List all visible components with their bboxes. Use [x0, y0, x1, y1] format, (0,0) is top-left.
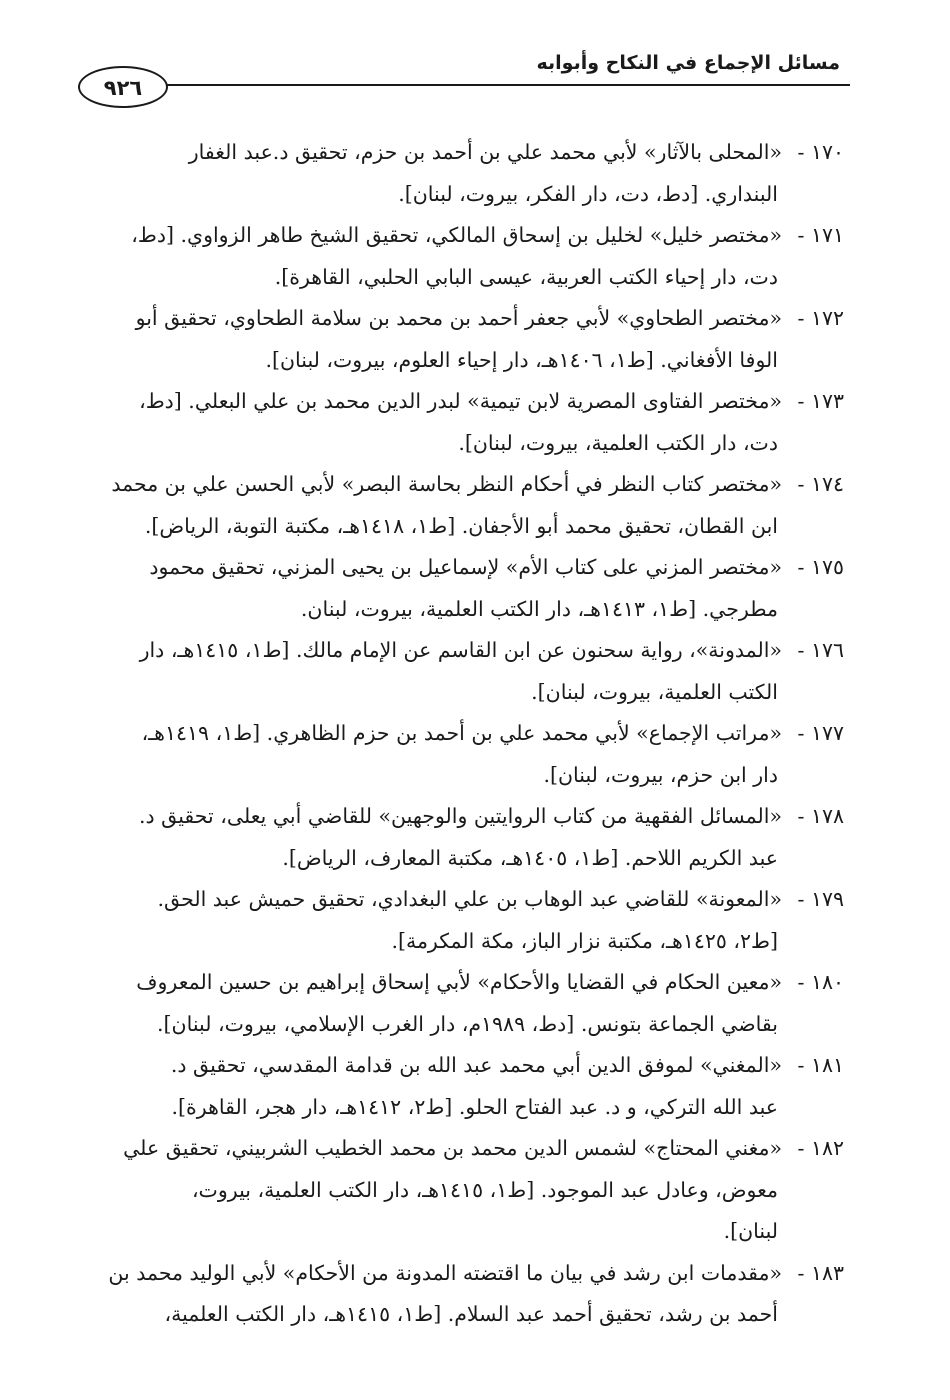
entry-first-line — [82, 630, 844, 672]
entry-text: «مختصر كتاب النظر في أحكام النظر بحاسة البصر» لأبي الحسن علي بن محمد — [111, 472, 782, 496]
entry-text: «المحلى بالآثار» لأبي محمد علي بن أحمد بن حزم، تحقيق د.عبد الغفار — [188, 140, 782, 164]
entry-text: «المسائل الفقهية من كتاب الروايتين والوجهين» للقاضي أبي يعلى، تحقيق د. — [138, 804, 782, 828]
entry-number: ١٧٨ - — [797, 804, 844, 828]
bibliography-entry — [82, 1128, 844, 1253]
entry-first-line — [82, 215, 844, 257]
entry-text: «مختصر خليل» لخليل بن إسحاق المالكي، تحقيق الشيخ طاهر الزواوي. [دط، — [131, 223, 782, 247]
entry-continuation-line: بقاضي الجماعة بتونس. [دط، ١٩٨٩م، دار الغرب الإسلامي، بيروت، لبنان]. — [157, 1011, 778, 1036]
entry-text: «معين الحكام في القضايا والأحكام» لأبي إسحاق إبراهيم بن حسين المعروف — [136, 970, 782, 994]
entry-number: ١٨٠ - — [797, 970, 844, 994]
entry-first-line — [82, 1045, 844, 1087]
entry-number: ١٧٠ - — [797, 140, 844, 164]
entry-continuation-line: ابن القطان، تحقيق محمد أبو الأجفان. [ط١، ١٤١٨هـ، مكتبة التوبة، الرياض]. — [144, 513, 778, 538]
entry-continuation-line: دار ابن حزم، بيروت، لبنان]. — [543, 762, 778, 787]
entry-first-line — [82, 1253, 844, 1295]
entry-continuation-line: الوفا الأفغاني. [ط١، ١٤٠٦هـ، دار إحياء العلوم، بيروت، لبنان]. — [265, 347, 778, 372]
entry-continuation-line: [ط٢، ١٤٢٥هـ، مكتبة نزار الباز، مكة المكرمة]. — [391, 928, 778, 953]
entry-number: ١٧٩ - — [797, 887, 844, 911]
bibliography-list — [82, 132, 844, 1336]
entry-number: ١٧٦ - — [797, 638, 844, 662]
entry-text: «المدونة»، رواية سحنون عن ابن القاسم عن الإمام مالك. [ط١، ١٤١٥هـ، دار — [139, 638, 782, 662]
entry-text: «مغني المحتاج» لشمس الدين محمد بن محمد الخطيب الشربيني، تحقيق علي — [123, 1136, 782, 1160]
entry-number: ١٧٤ - — [797, 472, 844, 496]
entry-number: ١٨٢ - — [797, 1136, 844, 1160]
bibliography-entry — [82, 630, 844, 713]
bibliography-entry — [82, 796, 844, 879]
entry-number: ١٨١ - — [797, 1053, 844, 1077]
entry-continuation-line: أحمد بن رشد، تحقيق أحمد عبد السلام. [ط١، ١٤١٥هـ، دار الكتب العلمية، — [164, 1302, 778, 1326]
entry-text: «مختصر الفتاوى المصرية لابن تيمية» لبدر الدين محمد بن علي البعلي. [دط، — [139, 389, 782, 413]
entry-first-line — [82, 796, 844, 838]
running-title: مسائل الإجماع في النكاح وأبوابه — [536, 52, 840, 74]
page-number-badge: ٩٢٦ — [78, 66, 168, 108]
entry-continuation-line: عبد الكريم اللاحم. [ط١، ١٤٠٥هـ، مكتبة المعارف، الرياض]. — [282, 845, 778, 870]
entry-number: ١٨٣ - — [797, 1260, 844, 1285]
entry-first-line — [82, 713, 844, 755]
bibliography-entry — [82, 464, 844, 547]
bibliography-entry — [82, 547, 844, 630]
bibliography-entry — [82, 132, 844, 215]
entry-text: «المغني» لموفق الدين أبي محمد عبد الله بن قدامة المقدسي، تحقيق د. — [170, 1053, 782, 1077]
entry-first-line — [82, 962, 844, 1004]
bibliography-entry — [82, 962, 844, 1045]
bibliography-entry — [82, 879, 844, 962]
bibliography-entry — [82, 713, 844, 796]
entry-text: «مختصر المزني على كتاب الأم» لإسماعيل بن يحيى المزني، تحقيق محمود — [149, 555, 782, 579]
entry-number: ١٧٣ - — [797, 389, 844, 413]
entry-continuation-line: دت، دار إحياء الكتب العربية، عيسى البابي الحلبي، القاهرة]. — [274, 264, 778, 289]
entry-first-line — [82, 381, 844, 423]
entry-number: ١٧٧ - — [797, 721, 844, 745]
entry-first-line — [82, 547, 844, 589]
header-rule — [88, 84, 850, 86]
entry-continuation-line: الكتب العلمية، بيروت، لبنان]. — [531, 679, 778, 704]
bibliography-entry — [82, 381, 844, 464]
entry-number: ١٧٥ - — [797, 555, 844, 579]
entry-first-line — [82, 298, 844, 340]
entry-text: «مقدمات ابن رشد في بيان ما اقتضته المدونة من الأحكام» لأبي الوليد محمد بن — [108, 1260, 782, 1285]
entry-text: «المعونة» للقاضي عبد الوهاب بن علي البغدادي، تحقيق حميش عبد الحق. — [157, 887, 782, 911]
entry-first-line — [82, 132, 844, 174]
entry-first-line — [82, 1128, 844, 1170]
entry-continuation-line: لبنان]. — [723, 1219, 778, 1243]
entry-number: ١٧٢ - — [797, 306, 844, 330]
entry-number: ١٧١ - — [797, 223, 844, 247]
bibliography-entry — [82, 298, 844, 381]
bibliography-entry — [82, 215, 844, 298]
entry-text: «مراتب الإجماع» لأبي محمد علي بن أحمد بن حزم الظاهري. [ط١، ١٤١٩هـ، — [141, 721, 782, 745]
entry-continuation-line: معوض، وعادل عبد الموجود. [ط١، ١٤١٥هـ، دار الكتب العلمية، بيروت، — [191, 1177, 778, 1202]
entry-continuation-line: دت، دار الكتب العلمية، بيروت، لبنان]. — [458, 430, 778, 455]
entry-text: «مختصر الطحاوي» لأبي جعفر أحمد بن محمد بن سلامة الطحاوي، تحقيق أبو — [135, 306, 782, 330]
entry-first-line — [82, 879, 844, 921]
bibliography-entry — [82, 1253, 844, 1336]
entry-continuation-line: مطرجي. [ط١، ١٤١٣هـ، دار الكتب العلمية، بيروت، لبنان. — [300, 596, 778, 621]
entry-first-line — [82, 464, 844, 506]
bibliography-entry — [82, 1045, 844, 1128]
entry-continuation-line: البنداري. [دط، دت، دار الفكر، بيروت، لبنان]. — [398, 181, 778, 206]
entry-continuation-line: عبد الله التركي، و د. عبد الفتاح الحلو. [ط٢، ١٤١٢هـ، دار هجر، القاهرة]. — [171, 1094, 778, 1119]
